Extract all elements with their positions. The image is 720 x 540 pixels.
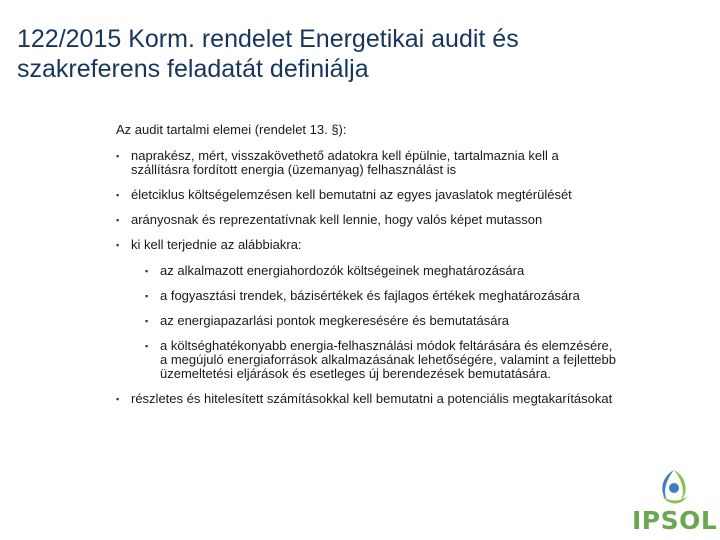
sub-list [145, 264, 616, 381]
list-item-text: életciklus költségelemzésen kell bemutatni az egyes javaslatok megtérülését [131, 187, 572, 202]
bullet-icon: ▪ [116, 240, 120, 250]
sub-list-item-text: a költséghatékonyabb energia-felhasználási módok feltárására és elemzésére, a megújuló energiaforrások alkalmazásának lehetőségére, valamint a fejlettebb üzemeltetési eljárások és esetleges új berendezések bemutatására. [160, 338, 616, 381]
list-item-text: részletes és hitelesített számításokkal kell bemutatni a potenciális megtakarításokat [131, 391, 613, 406]
logo-text: IPSOL [632, 506, 718, 535]
sub-list-item [145, 289, 616, 303]
list-item [116, 213, 616, 227]
bullet-icon: ▪ [145, 341, 149, 351]
bullet-icon: ▪ [145, 316, 149, 326]
title-line-2: szakreferens feladatát definiálja [17, 55, 369, 83]
logo-center-dot [669, 483, 679, 493]
sub-list-item [145, 314, 616, 328]
list-item [116, 149, 616, 177]
list-item [116, 238, 616, 381]
logo-green-arc [662, 496, 688, 504]
slide-content [116, 123, 616, 417]
bullet-icon: ▪ [116, 151, 120, 161]
bullet-icon: ▪ [116, 215, 120, 225]
sub-list-item [145, 264, 616, 278]
sub-list-item [145, 339, 616, 381]
sub-list-item-text: az alkalmazott energiahordozók költségeinek meghatározására [160, 263, 525, 278]
bullet-icon: ▪ [145, 266, 149, 276]
bullet-icon: ▪ [116, 394, 120, 404]
slide-title [17, 24, 677, 84]
bullet-icon: ▪ [116, 190, 120, 200]
logo-mark-icon [632, 466, 716, 510]
ipsol-logo [632, 466, 716, 536]
title-line-1: 122/2015 Korm. rendelet Energetikai audit és [17, 25, 519, 53]
list-item-text: naprakész, mért, visszakövethető adatokra kell épülnie, tartalmaznia kell a szállításra fordított energia (üzemanyag) felhasználást is [131, 148, 559, 177]
list-item [116, 392, 616, 406]
list-item [116, 188, 616, 202]
intro-text: Az audit tartalmi elemei (rendelet 13. §): [116, 122, 347, 137]
bullet-icon: ▪ [145, 291, 149, 301]
bullet-list [116, 149, 616, 406]
sub-list-item-text: az energiapazarlási pontok megkeresésére és bemutatására [160, 313, 510, 328]
list-item-text: arányosnak és reprezentatívnak kell lennie, hogy valós képet mutasson [131, 212, 543, 227]
list-item-text: ki kell terjednie az alábbiakra: [131, 237, 302, 252]
sub-list-item-text: a fogyasztási trendek, bázisértékek és fajlagos értékek meghatározására [160, 288, 580, 303]
